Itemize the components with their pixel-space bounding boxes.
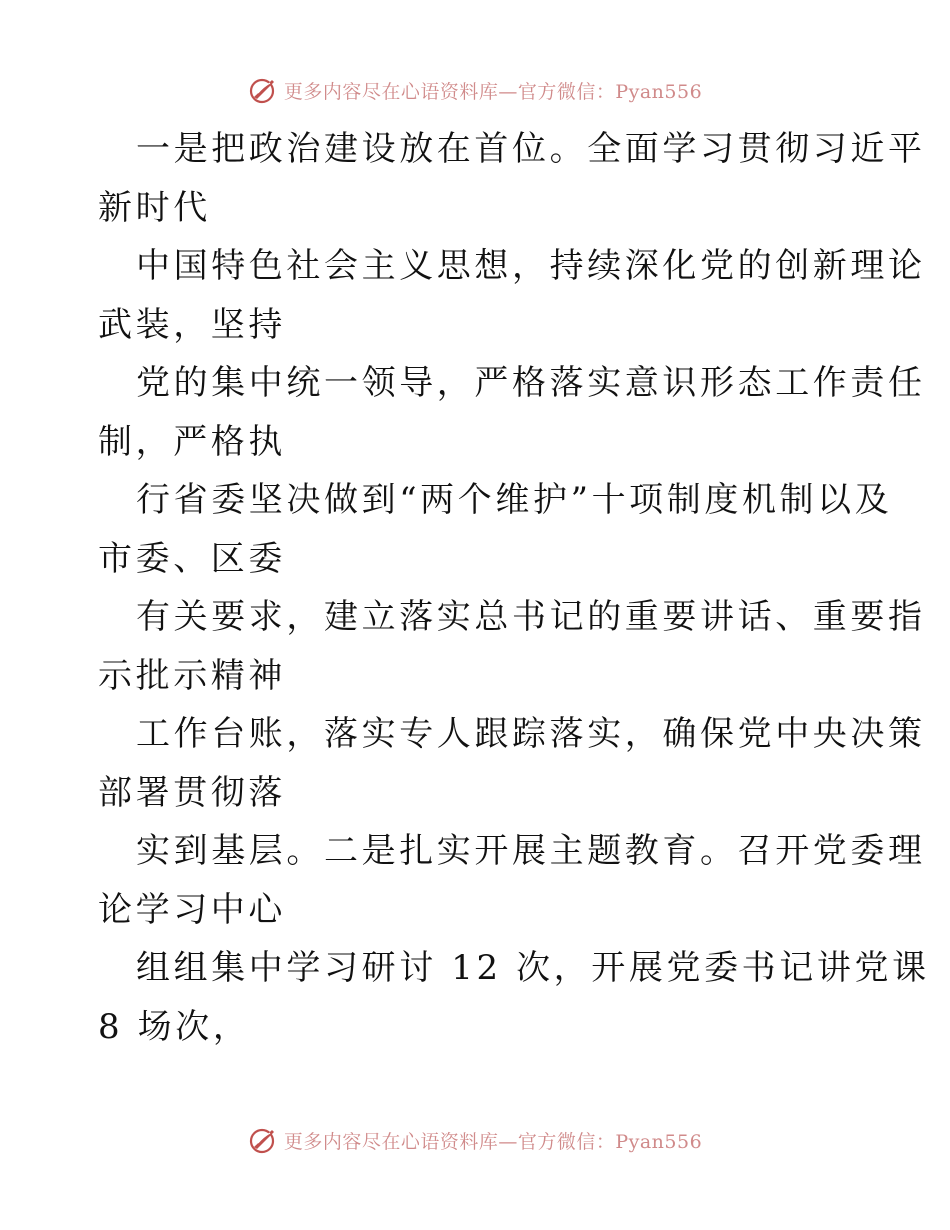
document-body — [98, 120, 930, 1056]
footer-watermark — [0, 1120, 950, 1160]
text-line: 示批示精神 — [98, 655, 286, 696]
text-line: 组组集中学习研讨 12 次，开展党委书记讲党课 — [136, 948, 930, 988]
text-line: 论学习中心 — [98, 889, 286, 930]
text-line: 党的集中统一领导，严格落实意识形态工作责任 — [136, 363, 926, 403]
text-line: 中国特色社会主义思想，持续深化党的创新理论 — [136, 246, 926, 286]
text-line: 武装，坚持 — [98, 304, 286, 345]
text-line: 制，严格执 — [98, 421, 286, 462]
quill-seal-icon — [248, 75, 278, 105]
watermark-text: 更多内容尽在心语资料库—官方微信：Pyan556 — [283, 80, 703, 103]
text-line: 一是把政治建设放在首位。全面学习贯彻习近平 — [136, 129, 926, 169]
text-line: 部署贯彻落 — [98, 772, 286, 813]
text-line: 有关要求，建立落实总书记的重要讲话、重要指 — [136, 597, 926, 637]
text-line: 行省委坚决做到“两个维护”十项制度机制以及 — [136, 480, 893, 520]
watermark-text: 更多内容尽在心语资料库—官方微信：Pyan556 — [283, 1130, 703, 1153]
text-line: 新时代 — [98, 187, 211, 228]
text-line: 8 场次， — [98, 1006, 251, 1047]
text-line: 实到基层。二是扎实开展主题教育。召开党委理 — [136, 831, 926, 871]
header-watermark — [0, 70, 950, 110]
text-line: 工作台账，落实专人跟踪落实，确保党中央决策 — [136, 714, 926, 754]
text-line: 市委、区委 — [98, 538, 286, 579]
quill-seal-icon — [248, 1125, 278, 1155]
